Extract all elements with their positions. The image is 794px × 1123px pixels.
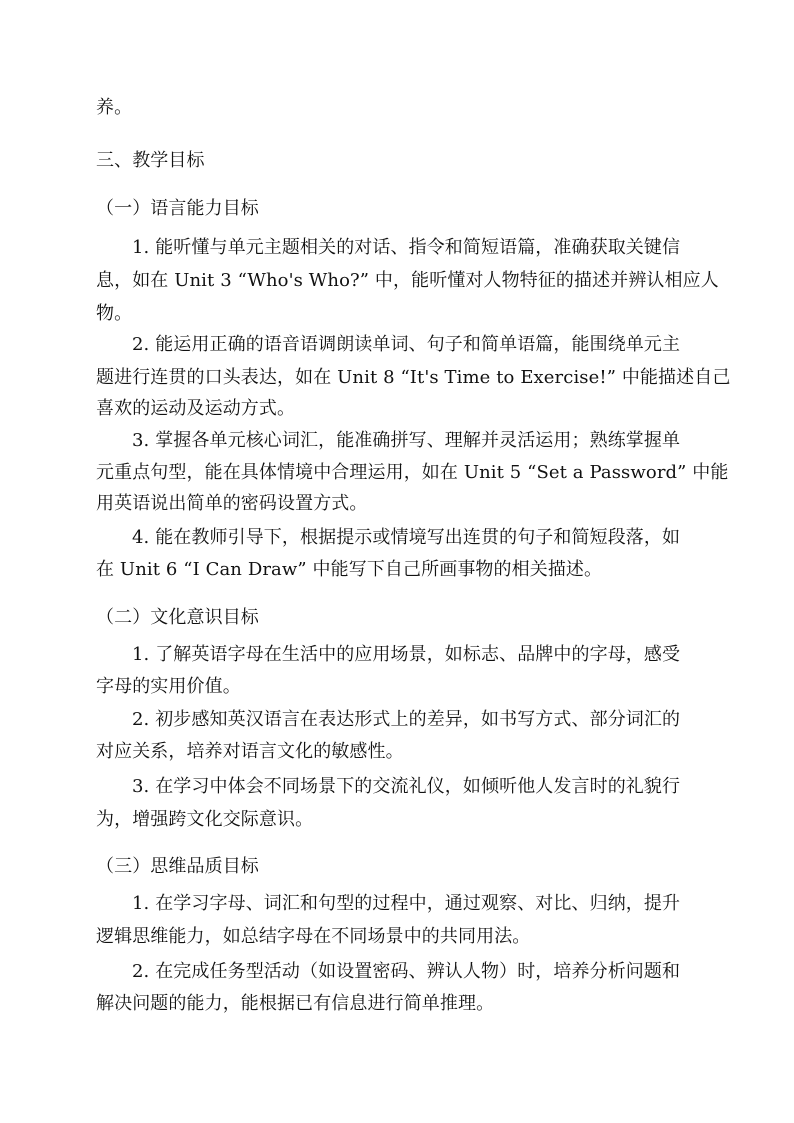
paragraph-line: 题进行连贯的口头表达，如在 Unit 8 “It's Time to Exercise!” 中能描述自己 [96, 367, 731, 388]
subsection-title-language: （一）语言能力目标 [96, 198, 259, 219]
paragraph-line: 逻辑思维能力，如总结字母在不同场景中的共同用法。 [96, 926, 531, 947]
continuation-text: 养。 [96, 97, 133, 118]
subsection-title-thinking: （三）思维品质目标 [96, 856, 259, 877]
paragraph-line: 字母的实用价值。 [96, 676, 241, 697]
paragraph-line: 3. 在学习中体会不同场景下的交流礼仪，如倾听他人发言时的礼貌行 [132, 776, 681, 797]
paragraph-line: 2. 能运用正确的语音语调朗读单词、句子和简单语篇，能围绕单元主 [132, 334, 681, 355]
paragraph-line: 息，如在 Unit 3 “Who's Who?” 中，能听懂对人物特征的描述并辨认相应人 [96, 270, 719, 291]
paragraph-line: 物。 [96, 303, 133, 324]
paragraph-line: 4. 能在教师引导下，根据提示或情境写出连贯的句子和简短段落，如 [132, 527, 681, 548]
paragraph-line: 解决问题的能力，能根据已有信息进行简单推理。 [96, 993, 495, 1014]
paragraph-line: 为，增强跨文化交际意识。 [96, 809, 314, 830]
section-title: 三、教学目标 [96, 150, 205, 171]
paragraph-line: 2. 在完成任务型活动（如设置密码、辨认人物）时，培养分析问题和 [132, 961, 681, 982]
subsection-title-culture: （二）文化意识目标 [96, 607, 259, 628]
paragraph-line: 在 Unit 6 “I Can Draw” 中能写下自己所画事物的相关描述。 [96, 559, 603, 580]
paragraph-line: 用英语说出简单的密码设置方式。 [96, 493, 368, 514]
paragraph-line: 对应关系，培养对语言文化的敏感性。 [96, 741, 404, 762]
paragraph-line: 元重点句型，能在具体情境中合理运用，如在 Unit 5 “Set a Password” 中能 [96, 462, 729, 483]
paragraph-line: 3. 掌握各单元核心词汇，能准确拼写、理解并灵活运用；熟练掌握单 [132, 430, 681, 451]
paragraph-line: 喜欢的运动及运动方式。 [96, 398, 296, 419]
paragraph-line: 1. 了解英语字母在生活中的应用场景，如标志、品牌中的字母，感受 [132, 644, 681, 665]
paragraph-line: 1. 在学习字母、词汇和句型的过程中，通过观察、对比、归纳，提升 [132, 893, 681, 914]
paragraph-line: 1. 能听懂与单元主题相关的对话、指令和简短语篇，准确获取关键信 [132, 237, 681, 258]
paragraph-line: 2. 初步感知英汉语言在表达形式上的差异，如书写方式、部分词汇的 [132, 709, 681, 730]
